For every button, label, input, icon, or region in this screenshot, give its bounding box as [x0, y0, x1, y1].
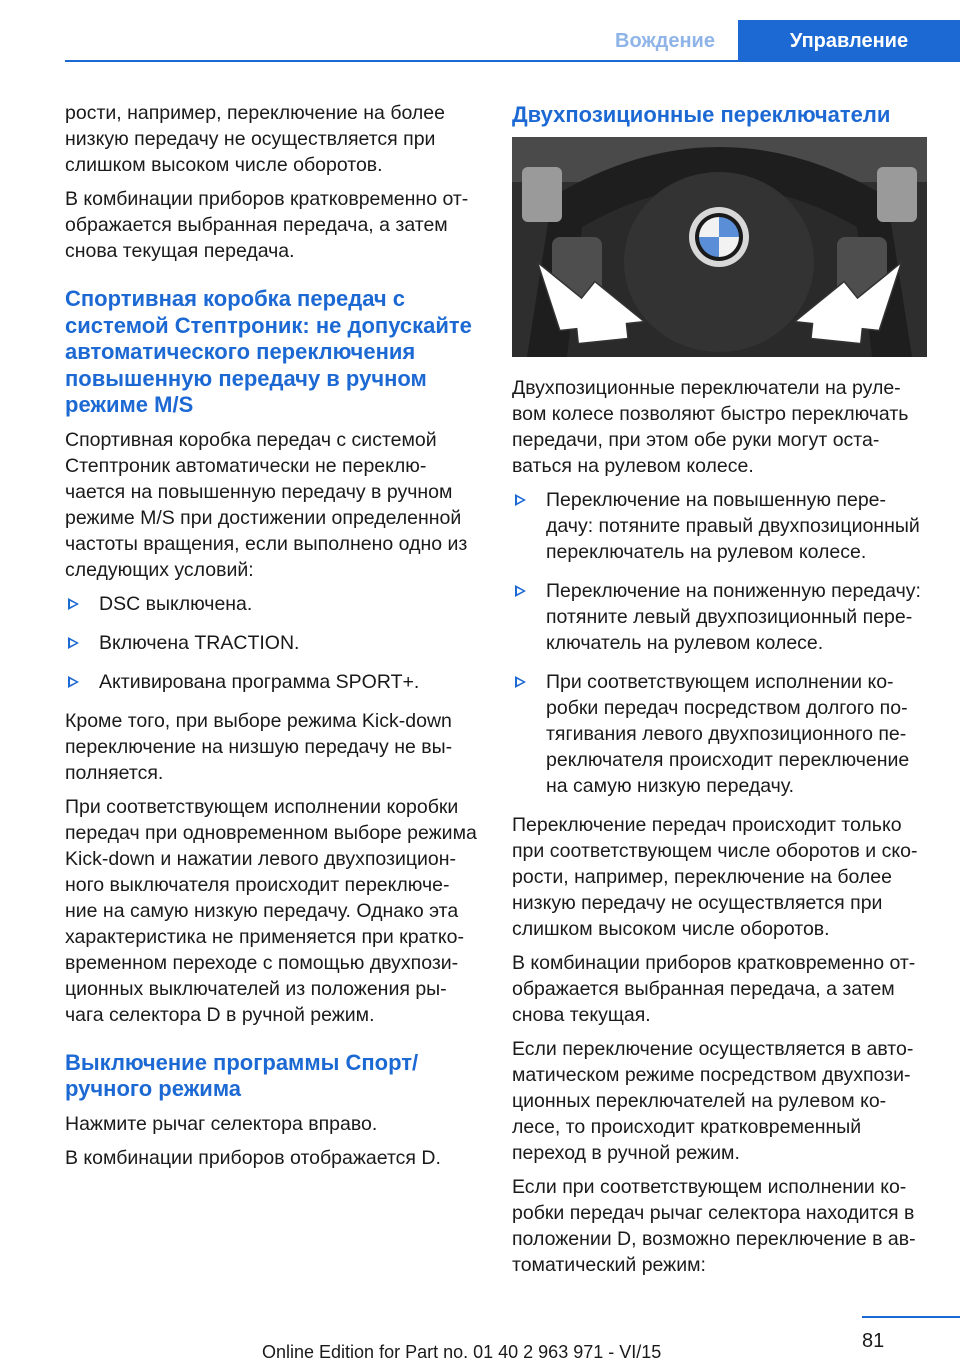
conditions-list	[65, 591, 480, 695]
list-item	[512, 669, 927, 799]
header-bar	[65, 20, 960, 62]
paragraph: Двухпозиционные переключатели на руле‐вом колесе позволяют быстро переключать передачи, при этом обе руки могут оста‐ваться на рулевом колесе.	[512, 376, 909, 477]
paragraph: В комбинации приборов отображается D.	[65, 1146, 441, 1169]
steering-wheel-illustration	[512, 137, 927, 357]
list-item	[65, 669, 480, 695]
triangle-bullet-icon	[515, 676, 526, 688]
section-heading-sport-mode-off: Выключение программы Спорт/ ручного режима	[65, 1049, 419, 1101]
paragraph: рости, например, переключение на более низкую передачу не осуществляется при слишком высоком числе оборотов.	[65, 102, 445, 176]
list-item-text: Активирована программа SPORT+.	[99, 670, 420, 693]
triangle-bullet-icon	[68, 598, 79, 610]
triangle-bullet-icon	[515, 585, 526, 597]
triangle-bullet-icon	[68, 676, 79, 688]
paragraph: Кроме того, при выборе режима Kick-down переключение на низшую передачу не вы‐полняется.	[65, 709, 453, 784]
paragraph: В комбинации приборов кратковременно от‐ображается выбранная передача, а затем снова текущая передача.	[65, 188, 469, 262]
paragraph: Если переключение осуществляется в авто‐матическом режиме посредством двухпози‐ционных переключателей на рулевом ко‐лесе, то происходит кратковременный переход в ручной режим.	[512, 1037, 914, 1164]
list-item-text: При соответствующем исполнении ко‐робки передач посредством долгого по‐тягивания левого двухпозиционного пе‐реключателя происходит переключение на самую низкую передачу.	[546, 670, 910, 797]
right-column	[512, 100, 927, 1286]
section-heading-paddles: Двухпозиционные переключатели	[512, 102, 891, 127]
triangle-bullet-icon	[68, 637, 79, 649]
left-column	[65, 100, 480, 1179]
paddle-actions-list	[512, 487, 927, 799]
paragraph: Нажмите рычаг селектора вправо.	[65, 1112, 378, 1135]
paragraph: Если при соответствующем исполнении ко‐робки передач рычаг селектора находится в положении D, возможно переключение в ав‐томатический режим:	[512, 1175, 916, 1276]
section-heading-steptronic: Спортивная коробка передач с системой Стептроник: не допускайте автоматического переключения повышенную передачу в ручном режиме M/S	[65, 286, 472, 417]
steering-wheel-photo	[512, 137, 927, 357]
list-item-text: DSC выключена.	[99, 592, 253, 615]
list-item-text: Переключение на повышенную пере‐дачу: потяните правый двухпозиционный переключатель на рулевом колесе.	[546, 488, 920, 563]
paragraph: В комбинации приборов кратковременно от‐ображается выбранная передача, а затем снова текущая.	[512, 951, 916, 1026]
list-item	[512, 578, 927, 656]
tab-driving[interactable]: Вождение	[592, 20, 738, 62]
list-item-text: Переключение на пониженную передачу: потяните левый двухпозиционный пере‐ключатель на рулевом колесе.	[546, 579, 921, 654]
list-item-text: Включена TRACTION.	[99, 631, 300, 654]
footer-edition: Online Edition for Part no. 01 40 2 963 971 - VI/15	[262, 1342, 662, 1362]
paragraph: Переключение передач происходит только при соответствующем числе оборотов и ско‐рости, например, переключение на более низкую передачу не осуществляется при слишком высоком числе оборотов.	[512, 813, 918, 940]
paragraph: При соответствующем исполнении коробки передач при одновременном выборе режима Kick-down и нажатии левого двухпозицион‐ного выключателя происходит переключе‐ние на самую низкую передачу. Однако эта характеристика не применяется при кратко‐временном переходе с помощью двухпози‐ционных выключателей из положения ры‐чага селектора D в ручной режим.	[65, 795, 477, 1026]
list-item	[65, 591, 480, 617]
paragraph: Спортивная коробка передач с системой Стептроник автоматически не переклю‐чается на повышенную передачу в ручном режиме M/S при достижении определенной частоты вращения, если выполнено одно из следующих условий:	[65, 428, 468, 581]
list-item	[65, 630, 480, 656]
list-item	[512, 487, 927, 565]
header-rule	[65, 60, 960, 62]
page-number: 81	[862, 1316, 960, 1353]
triangle-bullet-icon	[515, 494, 526, 506]
tab-controls[interactable]: Управление	[738, 20, 960, 62]
